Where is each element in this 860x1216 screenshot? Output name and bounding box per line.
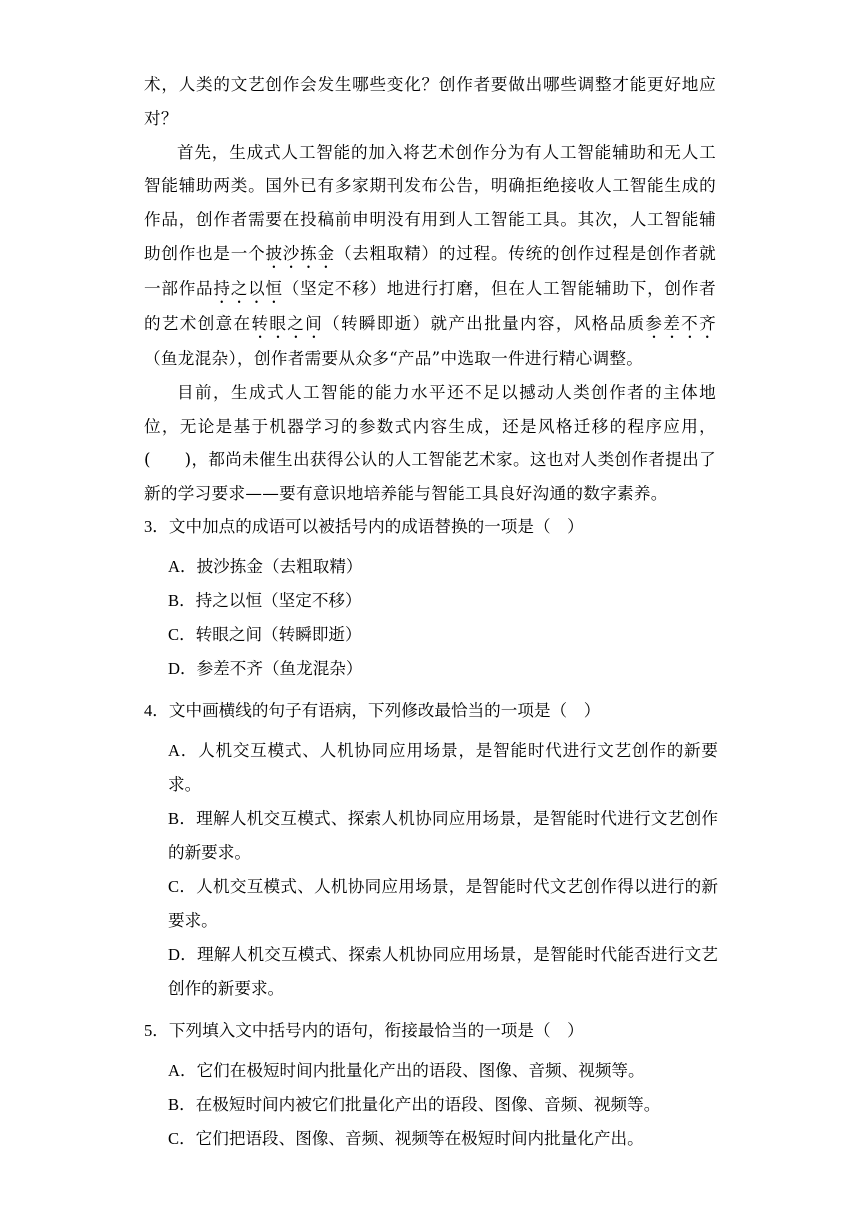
option-letter: A． [168, 557, 197, 576]
option-a[interactable] [168, 1054, 718, 1088]
option-text: 它们把语段、图像、音频、视频等在极短时间内批量化产出。 [195, 1129, 644, 1148]
option-letter: B． [168, 591, 196, 610]
passage-text: （转瞬即逝）就产出批量内容，风格品质 [323, 313, 646, 333]
question-3 [144, 510, 718, 686]
reading-passage [144, 68, 716, 511]
option-c[interactable] [168, 618, 718, 652]
question-stem: 5．下列填入文中括号内的语句，衔接最恰当的一项是（ ） [144, 1021, 584, 1040]
option-text: 人机交互模式、人机协同应用场景，是智能时代进行文艺创作的新要求。 [168, 741, 719, 794]
option-letter: B． [168, 809, 197, 828]
option-text: 人机交互模式、人机协同应用场景，是智能时代文艺创作得以进行的新要求。 [168, 877, 719, 930]
question-4 [144, 694, 718, 1006]
option-list [168, 550, 718, 686]
option-text: 参差不齐（鱼龙混杂） [196, 659, 363, 678]
passage-paragraph-2 [144, 136, 716, 376]
passage-text: （去粗取精）的过程。传统的创作过程是创作者就一部作品 [144, 243, 716, 298]
passage-paragraph-3: 目前，生成式人工智能的能力水平还不足以撼动人类创作者的主体地位，无论是基于机器学习的参数式内容生成，还是风格迁移的程序应用，( )，都尚未催生出获得公认的人工智能艺术家。这也对人类创作者提出了新的学习要求——要有意识地培养能与智能工具良好沟通的数字素养。 [144, 382, 716, 504]
question-list [144, 510, 718, 1164]
option-d[interactable] [168, 652, 718, 686]
option-b[interactable] [168, 1088, 718, 1122]
dotted-idiom-2: 持之以恒 [213, 278, 283, 298]
option-a[interactable] [168, 550, 718, 584]
passage-text: （坚定不移）地进行打磨，但在人工智能辅助下，创作者的艺术创意在 [144, 278, 716, 333]
passage-text: 首先，生成式人工智能的加入将艺术创作分为有人工智能辅助和无人工智能辅助两类。国外已有多家期刊发布公告，明确拒绝接收人工智能生成的作品，创作者需要在投稿前申明没有用到人工智能工具。其次，人工智能辅助创作也是一个 [144, 142, 716, 263]
option-b[interactable] [168, 802, 718, 870]
option-text: 披沙拣金（去粗取精） [196, 557, 363, 576]
dotted-idiom-3: 转眼之间 [251, 313, 324, 333]
question-5 [144, 1014, 718, 1156]
option-letter: A． [168, 741, 199, 760]
option-letter: D． [168, 659, 197, 678]
option-list [168, 734, 718, 1006]
option-letter: D． [168, 945, 198, 964]
option-c[interactable] [168, 870, 718, 938]
option-text: 持之以恒（坚定不移） [195, 591, 362, 610]
option-text: 在极短时间内被它们批量化产出的语段、图像、音频、视频等。 [195, 1095, 661, 1114]
option-letter: A． [168, 1061, 197, 1080]
question-stem: 3．文中加点的成语可以被括号内的成语替换的一项是（ ） [144, 517, 584, 536]
option-text: 它们在极短时间内批量化产出的语段、图像、音频、视频等。 [196, 1061, 645, 1080]
option-text: 转眼之间（转瞬即逝） [195, 625, 362, 644]
dotted-idiom-1: 披沙拣金 [265, 243, 335, 263]
passage-paragraph-1: 术，人类的文艺创作会发生哪些变化？创作者要做出哪些调整才能更好地应对？ [144, 75, 716, 128]
option-list [168, 1054, 718, 1156]
dotted-idiom-4: 参差不齐 [645, 313, 716, 333]
question-stem: 4．文中画横线的句子有语病，下列修改最恰当的一项是（ ） [144, 701, 601, 720]
passage-text: （鱼龙混杂），创作者需要从众多“产品”中选取一件进行精心调整。 [144, 348, 644, 368]
option-letter: B． [168, 1095, 196, 1114]
option-text: 理解人机交互模式、探索人机协同应用场景，是智能时代能否进行文艺创作的新要求。 [168, 945, 719, 998]
option-letter: C． [168, 877, 197, 896]
option-a[interactable] [168, 734, 718, 802]
option-letter: C． [168, 625, 196, 644]
option-letter: C． [168, 1129, 196, 1148]
option-c[interactable] [168, 1122, 718, 1156]
option-b[interactable] [168, 584, 718, 618]
option-text: 理解人机交互模式、探索人机协同应用场景，是智能时代进行文艺创作的新要求。 [168, 809, 719, 862]
option-d[interactable] [168, 938, 718, 1006]
